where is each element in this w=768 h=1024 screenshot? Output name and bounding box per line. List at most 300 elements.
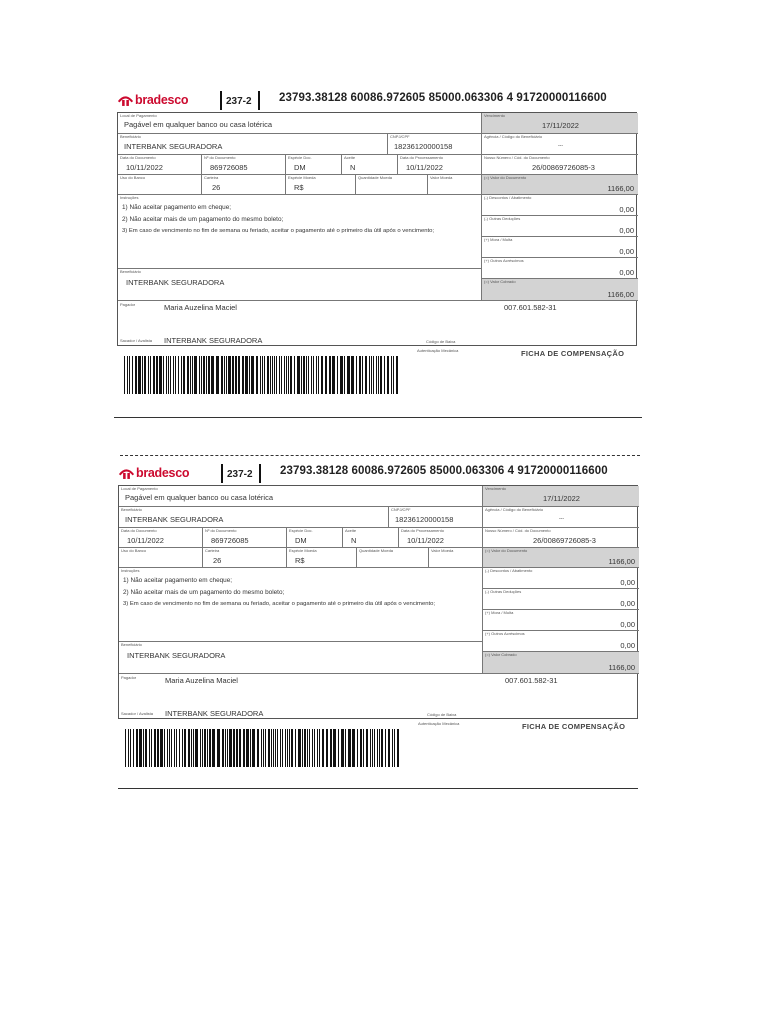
aceite-value: N xyxy=(351,536,357,545)
barcode-bar xyxy=(272,356,273,394)
barcode-bar xyxy=(174,729,175,767)
bank-name: bradesco xyxy=(135,93,189,107)
mora-multa-value: 0,00 xyxy=(619,247,634,256)
valor-cobrado-label: (=) Valor Cobrado xyxy=(484,279,516,284)
beneficiario2-value: INTERBANK SEGURADORA xyxy=(126,278,225,287)
barcode-bar xyxy=(160,729,163,767)
barcode-bar xyxy=(309,729,310,767)
barcode-bar xyxy=(280,729,281,767)
outras-deducoes-value: 0,00 xyxy=(619,226,634,235)
barcode-bar xyxy=(182,729,183,767)
data-documento-value: 10/11/2022 xyxy=(126,163,163,172)
sacador-label: Sacador / Avalista xyxy=(121,711,153,716)
barcode-bar xyxy=(192,356,193,394)
barcode-bar xyxy=(142,356,143,394)
vencimento-value: 17/11/2022 xyxy=(543,494,580,503)
valor-cobrado-value: 1166,00 xyxy=(608,663,635,672)
data-processamento-label: Data do Processamento xyxy=(401,528,444,533)
barcode-bar xyxy=(287,729,288,767)
quantidade-moeda-cell xyxy=(356,175,428,195)
barcode-bar xyxy=(373,356,374,394)
agencia-label: Agência / Código do Beneficiário xyxy=(485,507,544,512)
barcode-bar xyxy=(202,729,203,767)
barcode-bar xyxy=(371,356,372,394)
barcode-bar xyxy=(298,729,301,767)
barcode-bar xyxy=(276,356,277,394)
uso-banco-cell xyxy=(119,548,203,568)
instrucao-2: 2) Não aceitar mais de um pagamento do mesmo boleto; xyxy=(123,589,285,596)
barcode-bar xyxy=(304,729,306,767)
barcode-bar xyxy=(195,729,198,767)
barcode-bar xyxy=(322,729,324,767)
barcode-bar xyxy=(139,729,142,767)
barcode-bar xyxy=(284,356,285,394)
beneficiario-value: INTERBANK SEGURADORA xyxy=(125,515,224,524)
instrucoes-label: Instruções xyxy=(120,195,139,200)
barcode-bar xyxy=(337,356,338,394)
num-documento-cell xyxy=(203,528,287,548)
barcode-bar xyxy=(145,729,147,767)
barcode-bar xyxy=(221,356,223,394)
barcode-bar xyxy=(179,729,180,767)
boleto-grid xyxy=(117,112,637,346)
barcode-bar xyxy=(232,356,234,394)
barcode-bar xyxy=(153,356,155,394)
barcode-bar xyxy=(376,356,377,394)
barcode-bar xyxy=(190,356,191,394)
barcode-bar xyxy=(154,729,156,767)
barcode-bar xyxy=(302,729,303,767)
barcode-bar xyxy=(352,729,355,767)
barcode-bar xyxy=(347,356,350,394)
local-pagamento-value: Pagável em qualquer banco ou casa lotérica xyxy=(125,493,274,502)
agencia-cell xyxy=(482,134,638,155)
barcode-bar xyxy=(281,356,282,394)
barcode-bar xyxy=(150,356,151,394)
cnpj-value: 18236120000158 xyxy=(394,142,453,151)
barcode-bar xyxy=(345,729,346,767)
especie-doc-label: Espécie Doc. xyxy=(288,155,312,160)
mora-multa-label: (+) Mora / Multa xyxy=(485,610,514,615)
local-pagamento-value: Pagável em qualquer banco ou casa lotérica xyxy=(124,120,273,129)
cnpj-cell xyxy=(388,134,482,155)
barcode-bar xyxy=(303,356,305,394)
pagador-value: Maria Auzelina Maciel xyxy=(165,676,238,685)
num-documento-value: 869726085 xyxy=(210,163,248,172)
barcode-bar xyxy=(317,729,318,767)
valor-documento-label: (=) Valor do Documento xyxy=(484,175,527,180)
barcode-bar xyxy=(239,729,241,767)
barcode-bar xyxy=(204,729,206,767)
barcode-icon xyxy=(124,356,400,394)
valor-moeda-label: Valor Moeda xyxy=(431,548,454,553)
barcode-bar xyxy=(381,729,383,767)
especie-moeda-value: R$ xyxy=(295,556,305,565)
barcode-bar xyxy=(329,356,331,394)
instrucao-1: 1) Não aceitar pagamento em cheque; xyxy=(122,204,232,211)
barcode-bar xyxy=(380,356,382,394)
outras-deducoes-label: (-) Outras Deduções xyxy=(485,589,522,594)
barcode-bar xyxy=(318,356,319,394)
data-processamento-value: 10/11/2022 xyxy=(406,163,443,172)
beneficiario2-label: Beneficiário xyxy=(121,642,142,647)
barcode-bar xyxy=(268,729,270,767)
especie-doc-cell xyxy=(287,528,343,548)
barcode-bar xyxy=(277,729,278,767)
barcode-bar xyxy=(378,356,379,394)
barcode-bar xyxy=(356,356,357,394)
barcode-bar xyxy=(312,729,313,767)
slip-1-bottom-rule xyxy=(114,417,642,418)
barcode-bar xyxy=(273,729,274,767)
carteira-label: Carteira xyxy=(205,548,220,553)
carteira-value: 26 xyxy=(213,556,222,565)
valor-documento-value: 1166,00 xyxy=(607,184,634,193)
barcode-bar xyxy=(301,356,302,394)
codigo-baixa-label: Código de Baixa xyxy=(426,339,456,344)
outras-deducoes-cell xyxy=(483,589,639,610)
barcode-bar xyxy=(316,356,317,394)
mora-multa-label: (+) Mora / Multa xyxy=(484,237,513,242)
slip-2-bottom-rule xyxy=(118,788,638,789)
instrucao-2: 2) Não aceitar mais de um pagamento do mesmo boleto; xyxy=(122,216,284,223)
cut-line xyxy=(120,455,640,456)
barcode-bar xyxy=(151,729,152,767)
data-documento-label: Data do Documento xyxy=(120,155,156,160)
valor-cobrado-value: 1166,00 xyxy=(607,290,634,299)
barcode-bar xyxy=(176,729,177,767)
especie-doc-value: DM xyxy=(295,536,307,545)
instrucoes-cell xyxy=(119,568,483,642)
aceite-cell xyxy=(343,528,399,548)
barcode-bar xyxy=(370,729,371,767)
autenticacao-label: Autenticação Mecânica xyxy=(417,348,459,353)
descontos-label: (-) Descontos / Abatimento xyxy=(484,195,532,200)
aceite-label: Aceite xyxy=(344,155,356,160)
valor-moeda-label: Valor Moeda xyxy=(430,175,453,180)
agencia-value: --- xyxy=(558,143,563,149)
beneficiario-cell xyxy=(119,507,389,528)
barcode-bar xyxy=(313,356,314,394)
agencia-label: Agência / Código do Beneficiário xyxy=(484,134,543,139)
valor-cobrado-cell xyxy=(483,652,639,674)
barcode-bar xyxy=(396,356,398,394)
aceite-label: Aceite xyxy=(345,528,357,533)
barcode-bar xyxy=(242,356,244,394)
barcode-bar xyxy=(170,356,171,394)
descontos-value: 0,00 xyxy=(619,205,634,214)
beneficiario-cell xyxy=(118,134,388,155)
carteira-cell xyxy=(202,175,286,195)
barcode-bar xyxy=(265,729,266,767)
barcode-bar xyxy=(263,729,264,767)
barcode-bar xyxy=(311,356,312,394)
outros-acrescimos-label: (+) Outros Acréscimos xyxy=(485,631,525,636)
barcode-bar xyxy=(187,356,189,394)
beneficiario-label: Beneficiário xyxy=(120,134,141,139)
data-documento-cell xyxy=(119,528,203,548)
barcode-bar xyxy=(274,356,275,394)
barcode-bar xyxy=(306,356,307,394)
cnpj-label: CNPJ/CPF xyxy=(390,134,410,139)
barcode-bar xyxy=(156,356,158,394)
barcode-bar xyxy=(295,729,296,767)
data-documento-cell xyxy=(118,155,202,175)
nosso-numero-value: 26/00869726085-3 xyxy=(533,536,596,545)
barcode-bar xyxy=(360,729,362,767)
barcode-bar xyxy=(340,356,343,394)
barcode-bar xyxy=(226,356,227,394)
barcode-bar xyxy=(125,729,126,767)
valor-cobrado-cell xyxy=(482,279,638,301)
data-documento-label: Data do Documento xyxy=(121,528,157,533)
barcode-bar xyxy=(394,729,395,767)
beneficiario2-cell xyxy=(119,642,483,674)
barcode-bar xyxy=(387,356,389,394)
barcode-bar xyxy=(325,356,327,394)
aceite-cell xyxy=(342,155,398,175)
barcode-bar xyxy=(285,729,286,767)
bank-logo xyxy=(118,465,189,481)
slip-header xyxy=(117,90,639,112)
barcode-bar xyxy=(330,729,332,767)
data-processamento-label: Data do Processamento xyxy=(400,155,443,160)
instrucao-3: 3) Em caso de vencimento no fim de semana ou feriado, aceitar o pagamento até o primeiro dia útil após o vencimento; xyxy=(122,228,435,234)
barcode-bar xyxy=(228,356,231,394)
barcode-bar xyxy=(245,356,248,394)
carteira-label: Carteira xyxy=(204,175,219,180)
barcode-bar xyxy=(206,356,207,394)
barcode-bar xyxy=(175,356,176,394)
barcode-bar xyxy=(193,729,194,767)
barcode-bar xyxy=(260,356,261,394)
cnpj-label: CNPJ/CPF xyxy=(391,507,411,512)
barcode-bar xyxy=(341,729,344,767)
descontos-value: 0,00 xyxy=(620,578,635,587)
barcode-bar xyxy=(264,356,265,394)
sacador-label: Sacador / Avalista xyxy=(120,338,152,343)
mora-multa-value: 0,00 xyxy=(620,620,635,629)
especie-moeda-cell xyxy=(286,175,356,195)
barcode-bar xyxy=(163,356,164,394)
barcode-bar xyxy=(275,729,276,767)
barcode-bar xyxy=(374,729,375,767)
valor-moeda-cell xyxy=(428,175,482,195)
pagador-block xyxy=(118,301,638,347)
codigo-baixa-label: Código de Baixa xyxy=(427,712,457,717)
vencimento-cell xyxy=(482,113,638,134)
barcode-bar xyxy=(243,729,245,767)
outros-acrescimos-cell xyxy=(482,258,638,279)
slip-header xyxy=(118,463,640,485)
barcode-bar xyxy=(233,729,235,767)
barcode-bar xyxy=(377,729,378,767)
barcode-bar xyxy=(199,356,200,394)
barcode-bar xyxy=(372,729,373,767)
barcode-bar xyxy=(257,729,259,767)
barcode-bar xyxy=(235,356,237,394)
pagador-label: Pagador xyxy=(121,675,137,680)
barcode-bar xyxy=(225,729,226,767)
barcode-bar xyxy=(392,729,393,767)
valor-cobrado-label: (=) Valor Cobrado xyxy=(485,652,517,657)
barcode-bar xyxy=(271,729,272,767)
barcode-bar xyxy=(217,729,220,767)
barcode-bar xyxy=(314,729,315,767)
bradesco-tree-icon xyxy=(118,466,135,480)
pagador-doc-value: 007.601.582-31 xyxy=(504,303,557,312)
barcode-bar xyxy=(211,356,214,394)
data-processamento-cell xyxy=(398,155,482,175)
local-pagamento-label: Local de Pagamento xyxy=(120,113,157,118)
barcode-bar xyxy=(338,729,339,767)
barcode-bar xyxy=(159,356,162,394)
barcode-bar xyxy=(307,729,308,767)
barcode-bar xyxy=(212,729,215,767)
barcode-bar xyxy=(366,729,368,767)
num-documento-label: Nº do Documento xyxy=(205,528,237,533)
barcode-bar xyxy=(194,356,197,394)
barcode-bar xyxy=(127,356,128,394)
barcode-bar xyxy=(289,729,290,767)
instrucao-3: 3) Em caso de vencimento no fim de semana ou feriado, aceitar o pagamento até o primeiro dia útil após o vencimento; xyxy=(123,601,436,607)
pagador-doc-value: 007.601.582-31 xyxy=(505,676,558,685)
pagador-value: Maria Auzelina Maciel xyxy=(164,303,237,312)
barcode-bar xyxy=(250,729,251,767)
barcode-bar xyxy=(379,729,380,767)
barcode-bar xyxy=(332,356,335,394)
barcode-bar xyxy=(385,729,386,767)
barcode-bar xyxy=(207,729,208,767)
especie-moeda-label: Espécie Moeda xyxy=(288,175,316,180)
barcode-bar xyxy=(384,356,385,394)
barcode-bar xyxy=(362,356,363,394)
vencimento-label: Vencimento xyxy=(484,113,505,118)
barcode-bar xyxy=(279,356,280,394)
barcode-bar xyxy=(135,356,137,394)
barcode-bar xyxy=(294,356,295,394)
vencimento-cell xyxy=(483,486,639,507)
nosso-numero-cell xyxy=(483,528,639,548)
especie-doc-value: DM xyxy=(294,163,306,172)
outras-deducoes-label: (-) Outras Deduções xyxy=(484,216,521,221)
outros-acrescimos-value: 0,00 xyxy=(619,268,634,277)
barcode-bar xyxy=(388,729,390,767)
barcode-bar xyxy=(171,729,172,767)
barcode-bar xyxy=(200,729,201,767)
beneficiario2-label: Beneficiário xyxy=(120,269,141,274)
valor-documento-label: (=) Valor do Documento xyxy=(485,548,528,553)
barcode-bar xyxy=(236,729,238,767)
barcode-bar xyxy=(167,729,168,767)
barcode-bar xyxy=(288,356,289,394)
barcode-bar xyxy=(319,729,320,767)
instrucoes-label: Instruções xyxy=(121,568,140,573)
barcode-bar xyxy=(351,356,354,394)
barcode-bar xyxy=(191,729,192,767)
valor-documento-value: 1166,00 xyxy=(608,557,635,566)
barcode-bar xyxy=(397,729,399,767)
nosso-numero-value: 26/00869726085-3 xyxy=(532,163,595,172)
barcode-bar xyxy=(290,356,292,394)
especie-doc-label: Espécie Doc. xyxy=(289,528,313,533)
especie-moeda-cell xyxy=(287,548,357,568)
linha-digitavel: 23793.38128 60086.972605 85000.063306 4 91720000116600 xyxy=(279,92,607,104)
barcode-bar xyxy=(178,356,179,394)
barcode-bar xyxy=(183,356,185,394)
valor-documento-cell xyxy=(482,175,638,195)
cnpj-cell xyxy=(389,507,483,528)
barcode-bar xyxy=(348,729,351,767)
barcode-bar xyxy=(344,356,345,394)
beneficiario2-cell xyxy=(118,269,482,301)
barcode-bar xyxy=(201,356,202,394)
barcode-bar xyxy=(246,729,249,767)
data-documento-value: 10/11/2022 xyxy=(127,536,164,545)
pagador-block xyxy=(119,674,639,720)
barcode-bar xyxy=(251,356,254,394)
beneficiario-label: Beneficiário xyxy=(121,507,142,512)
barcode-bar xyxy=(157,729,159,767)
barcode-bar xyxy=(143,729,144,767)
instrucoes-cell xyxy=(118,195,482,269)
barcode-bar xyxy=(124,356,125,394)
valor-documento-cell xyxy=(483,548,639,568)
outros-acrescimos-cell xyxy=(483,631,639,652)
barcode-bar xyxy=(326,729,328,767)
descontos-cell xyxy=(483,568,639,589)
barcode-bar xyxy=(308,356,309,394)
especie-doc-cell xyxy=(286,155,342,175)
quantidade-moeda-label: Quantidade Moeda xyxy=(358,175,393,180)
barcode-bar xyxy=(227,729,228,767)
barcode-bar xyxy=(267,356,269,394)
barcode-bar xyxy=(208,356,210,394)
barcode-bar xyxy=(144,356,146,394)
barcode-bar xyxy=(252,729,255,767)
ficha-compensacao-label: FICHA DE COMPENSAÇÃO xyxy=(521,349,625,358)
carteira-cell xyxy=(203,548,287,568)
barcode-bar xyxy=(321,356,323,394)
barcode-bar xyxy=(173,356,174,394)
barcode-bar xyxy=(261,729,262,767)
barcode-bar xyxy=(166,356,167,394)
uso-banco-label: Uso do Banco xyxy=(120,175,146,180)
barcode-bar xyxy=(184,729,186,767)
linha-digitavel: 23793.38128 60086.972605 85000.063306 4 91720000116600 xyxy=(280,465,608,477)
barcode-bar xyxy=(132,356,133,394)
barcode-bar xyxy=(164,729,165,767)
num-documento-label: Nº do Documento xyxy=(204,155,236,160)
beneficiario2-value: INTERBANK SEGURADORA xyxy=(127,651,226,660)
barcode-bar xyxy=(138,356,141,394)
barcode-bar xyxy=(369,356,370,394)
barcode-bar xyxy=(229,729,232,767)
barcode-bar xyxy=(181,356,182,394)
barcode-bar xyxy=(130,729,131,767)
barcode-bar xyxy=(168,356,169,394)
barcode-bar xyxy=(222,729,224,767)
outros-acrescimos-label: (+) Outros Acréscimos xyxy=(484,258,524,263)
uso-banco-cell xyxy=(118,175,202,195)
barcode-bar xyxy=(291,729,293,767)
boleto-grid xyxy=(118,485,638,719)
barcode-bar xyxy=(286,356,287,394)
barcode-bar xyxy=(365,356,367,394)
mora-multa-cell xyxy=(483,610,639,631)
vencimento-value: 17/11/2022 xyxy=(542,121,579,130)
barcode-bar xyxy=(363,729,364,767)
